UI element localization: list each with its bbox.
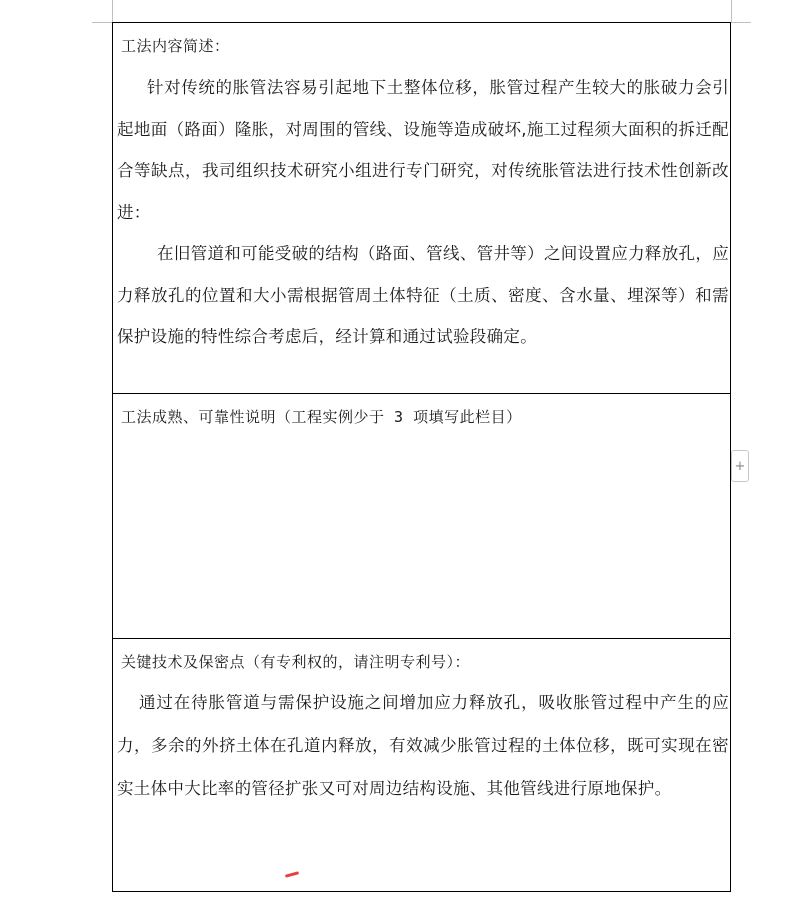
- method-summary-paragraph-2: 在旧管道和可能受破的结构（路面、管线、管井等）之间设置应力释放孔，应力释放孔的位置和大小需根据管周土体特征（土质、密度、含水量、埋深等）和需保护设施的特性综合考虑后，经计算和通过试验段确定。: [117, 244, 729, 346]
- method-summary-cell[interactable]: [113, 23, 730, 394]
- form-table: [112, 22, 731, 892]
- reliability-cell[interactable]: [113, 394, 730, 639]
- key-tech-heading: 关键技术及保密点（有专利权的，请注明专利号）：: [121, 653, 471, 671]
- page-corner-mark-left-h: [92, 22, 112, 23]
- method-summary-heading: 工法内容简述：: [121, 37, 230, 55]
- add-row-button[interactable]: [731, 450, 749, 482]
- page-top-margin: [0, 0, 795, 22]
- page-corner-mark-left: [112, 0, 113, 22]
- page-corner-mark-right-h: [731, 22, 751, 23]
- page-corner-mark-right: [731, 0, 732, 22]
- method-summary-paragraph-1: 针对传统的胀管法容易引起地下土整体位移，胀管过程产生较大的胀破力会引起地面（路面）隆胀，对周围的管线、设施等造成破坏,施工过程须大面积的拆迁配合等缺点，我司组织技术研究小组进行专门研究，对传统胀管法进行技术性创新改进：: [117, 78, 729, 222]
- reliability-heading: 工法成熟、可靠性说明（工程实例少于 3 项填写此栏目）: [121, 408, 522, 426]
- key-tech-cell[interactable]: [113, 639, 730, 899]
- plus-icon: +: [734, 458, 746, 474]
- key-tech-paragraph-1: 通过在待胀管道与需保护设施之间增加应力释放孔，吸收胀管过程中产生的应力，多余的外挤土体在孔道内释放，有效减少胀管过程的土体位移，既可实现在密实土体中大比率的管径扩张又可对周边结构设施、其他管线进行原地保护。: [117, 693, 729, 798]
